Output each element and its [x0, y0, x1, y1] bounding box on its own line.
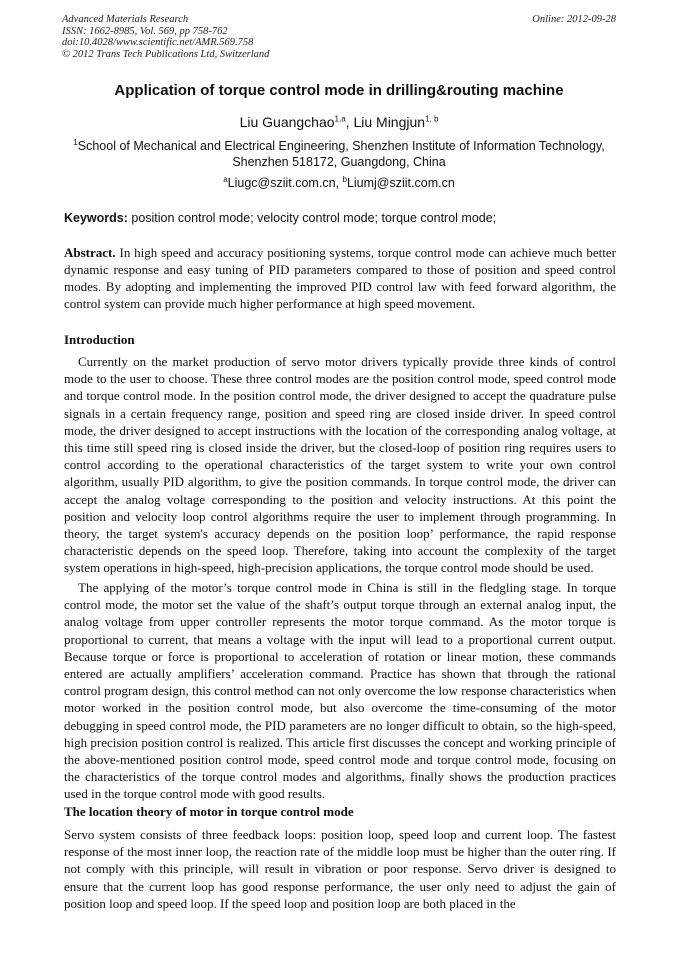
email-superscript: b — [342, 174, 347, 184]
introduction-paragraph-2: The applying of the motor’s torque control mode in China is still in the fledgling stage. In torque control mode, the motor set the value of the shaft’s output torque through an external analog input, the analog voltage from upper controller represents the motor torque command. As the motor torque is proportional to current, that means a voltage with the input will lead to a proportional current output. Because torque or force is proportional to acceleration of rotation or linear motion, these commands entered are actually amplifiers’ acceleration command. Practice has shown that through the rational control program design, this control method can not only overcome the low response characteristics when motor worked in the position control mode, but also overcome the time-consuming of the motor debugging in speed control mode, the PID parameters are no longer difficult to obtain, so the high-speed, high precision position control is realized. This article first discusses the concept and working principle of the above-mentioned position control mode, speed control mode and torque control mode, focusing on the characteristics of the torque control modes and algorithms, finally shows the production practices used in the torque control mode with good results. — [64, 580, 616, 802]
introduction-paragraph-1: Currently on the market production of servo motor drivers typically provide three kinds of control mode to the user to choose. These three control modes are the position control mode, speed control mode and torque control mode. In the position control mode, the driver designed to accept the quadrature pulse signals in a certain frequency range, position and speed ring are closed inside driver. In speed control mode, the driver designed to accept instructions with the location of the corresponding analog voltage, at this time still speed ring is closed inside the driver, but the closed-loop of position ring requires users to control according to the operational characteristics of the target system to write your own control algorithm, usually PID algorithm, to give the position commands. In torque control mode, the driver can accept the analog voltage corresponding to the position and velocity instructions. At this point the position and velocity loop control algorithms require the user to implement through programming. In theory, the target system's accuracy depends on the position loop’ performance, the rapid response characteristic depends on the speed loop. Therefore, taking into account the complexity of the target system operations in high-speed, high-precision applications, the torque control mode should be used. — [64, 354, 616, 576]
keywords-text: position control mode; velocity control mode; torque control mode; — [127, 211, 497, 225]
abstract — [64, 244, 616, 312]
doi-line[interactable]: doi:10.4028/www.scientific.net/AMR.569.758 — [62, 37, 254, 48]
email-separator: , — [335, 176, 343, 190]
location-theory-paragraph-1: Servo system consists of three feedback loops: position loop, speed loop and current loop. The fastest response of the most inner loop, the reaction rate of the middle loop must be higher than the outer ring. If not comply with this principle, will result in vibration or poor response. Servo driver is designed to ensure that the current loop has good response performance, the user only need to adjust the gain of position loop and speed loop. If the speed loop and position loop are both placed in the — [64, 827, 616, 911]
paper-title: Application of torque control mode in drilling&routing machine — [114, 82, 564, 99]
email-link[interactable]: Liugc@sziit.com.cn — [227, 176, 336, 190]
author-superscript: 1, b — [425, 114, 439, 124]
author-name: Liu Mingjun — [353, 114, 426, 130]
journal-name: Advanced Materials Research — [62, 14, 189, 25]
author-name: Liu Guangchao — [239, 114, 335, 130]
journal-header — [62, 14, 616, 60]
section-heading-location-theory: The location theory of motor in torque control mode — [64, 804, 354, 819]
author-line — [40, 113, 638, 131]
abstract-text: In high speed and accuracy positioning systems, torque control mode can achieve much better dynamic response and easy tuning of PID parameters compared to those of position and speed control modes. By adopting and implementing the improved PID control law with feed forward algorithm, the control system can provide much higher performance at high speed movement. — [64, 245, 616, 311]
keywords — [64, 210, 616, 226]
email-superscript: a — [223, 174, 228, 184]
affiliation-line-1: School of Mechanical and Electrical Engineering, Shenzhen Institute of Information Technology, — [77, 139, 605, 153]
affiliation-superscript: 1 — [73, 137, 78, 147]
online-date: Online: 2012-09-28 — [532, 14, 616, 25]
author-superscript: 1,a — [334, 114, 346, 124]
email-line — [40, 175, 638, 191]
copyright-line: © 2012 Trans Tech Publications Ltd, Switzerland — [62, 48, 270, 60]
email-link[interactable]: Liumj@sziit.com.cn — [346, 176, 455, 190]
section-heading-introduction: Introduction — [64, 332, 135, 347]
issn-line: ISSN: 1662-8985, Vol. 569, pp 758-762 — [62, 25, 228, 37]
author-separator: , — [345, 114, 354, 130]
affiliation-line-2: Shenzhen 518172, Guangdong, China — [232, 155, 446, 169]
keywords-label: Keywords: — [64, 211, 128, 225]
abstract-label: Abstract. — [64, 245, 116, 260]
affiliation — [64, 138, 614, 170]
